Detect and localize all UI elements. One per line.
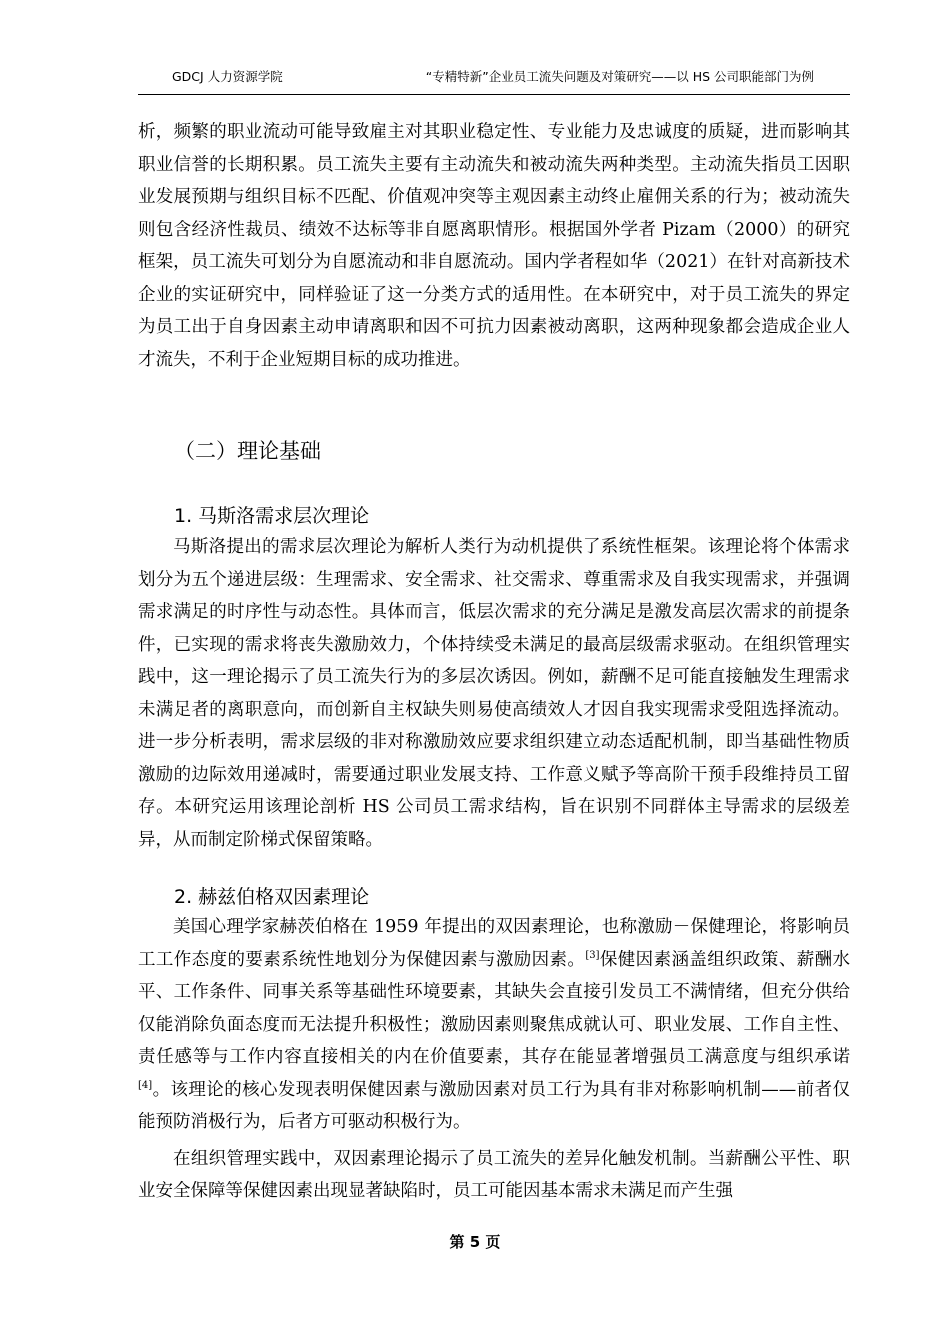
header-thesis-title: “专精特新”企业员工流失问题及对策研究——以 HS 公司职能部门为例 [425, 69, 814, 84]
intro-block [138, 116, 850, 376]
maslow-paragraph: 马斯洛提出的需求层次理论为解析人类行为动机提供了系统性框架。该理论将个体需求划分为五个递进层级：生理需求、安全需求、社交需求、尊重需求及自我实现需求，并强调需求满足的时序性与动态性。具体而言，低层次需求的充分满足是激发高层次需求的前提条件，已实现的需求将丧失激励效力，个体持续受未满足的最高层级需求驱动。在组织管理实践中，这一理论揭示了员工流失行为的多层次诱因。例如，薪酬不足可能直接触发生理需求未满足者的离职意向，而创新自主权缺失则易使高绩效人才因自我实现需求受阻选择流动。进一步分析表明，需求层级的非对称激励效应要求组织建立动态适配机制，即当基础性物质激励的边际效用递减时，需要通过职业发展支持、工作意义赋予等高阶干预手段维持员工留存。本研究运用该理论剖析 HS 公司员工需求结构，旨在识别不同群体主导需求的层级差异，从而制定阶梯式保留策略。 [138, 537, 850, 850]
intro-paragraph: 析，频繁的职业流动可能导致雇主对其职业稳定性、专业能力及忠诚度的质疑，进而影响其职业信誉的长期积累。员工流失主要有主动流失和被动流失两种类型。主动流失指员工因职业发展预期与组织目标不匹配、价值观冲突等主观因素主动终止雇佣关系的行为；被动流失则包含经济性裁员、绩效不达标等非自愿离职情形。根据国外学者 Pizam（2000）的研究框架，员工流失可划分为自愿流动和非自愿流动。国内学者程如华（2021）在针对高新技术企业的实证研究中，同样验证了这一分类方式的适用性。在本研究中，对于员工流失的界定为员工出于自身因素主动申请离职和因不可抗力因素被动离职，这两种现象都会造成企业人才流失，不利于企业短期目标的成功推进。 [138, 122, 850, 370]
herzberg-p1-part-b: 保健因素涵盖组织政策、薪酬水平、工作条件、同事关系等基础性环境要素，其缺失会直接引发员工不满情绪，但充分供给仅能消除负面态度而无法提升积极性；激励因素则聚焦成就认可、职业发展、工作自主性、责任感等与工作内容直接相关的内在价值要素，其存在能显著增强员工满意度与组织承诺 [138, 949, 851, 1067]
section-heading: （二）理论基础 [174, 439, 321, 463]
herzberg-block [138, 911, 850, 1208]
maslow-heading: 1. 马斯洛需求层次理论 [174, 505, 370, 527]
herzberg-p1-part-c: 。该理论的核心发现表明保健因素与激励因素对员工行为具有非对称影响机制——前者仅能预防消极行为，后者方可驱动积极行为。 [138, 1079, 850, 1132]
page-number: 第 5 页 [449, 1233, 501, 1251]
herzberg-paragraph-1 [138, 911, 850, 1139]
citation-4: [4] [138, 1079, 153, 1091]
herzberg-heading: 2. 赫兹伯格双因素理论 [174, 886, 370, 908]
herzberg-paragraph-2: 在组织管理实践中，双因素理论揭示了员工流失的差异化触发机制。当薪酬公平性、职业安全保障等保健因素出现显著缺陷时，员工可能因基本需求未满足而产生强 [138, 1148, 850, 1201]
header-institution: GDCJ 人力资源学院 [172, 69, 283, 84]
maslow-block [138, 531, 850, 856]
page-header [138, 68, 850, 95]
herzberg-p1-part-a: 美国心理学家赫茨伯格在 1959 年提出的双因素理论，也称激励－保健理论，将影响员工工作态度的要素系统性地划分为保健因素与激励因素。 [138, 917, 850, 970]
citation-3: [3] [585, 949, 600, 961]
